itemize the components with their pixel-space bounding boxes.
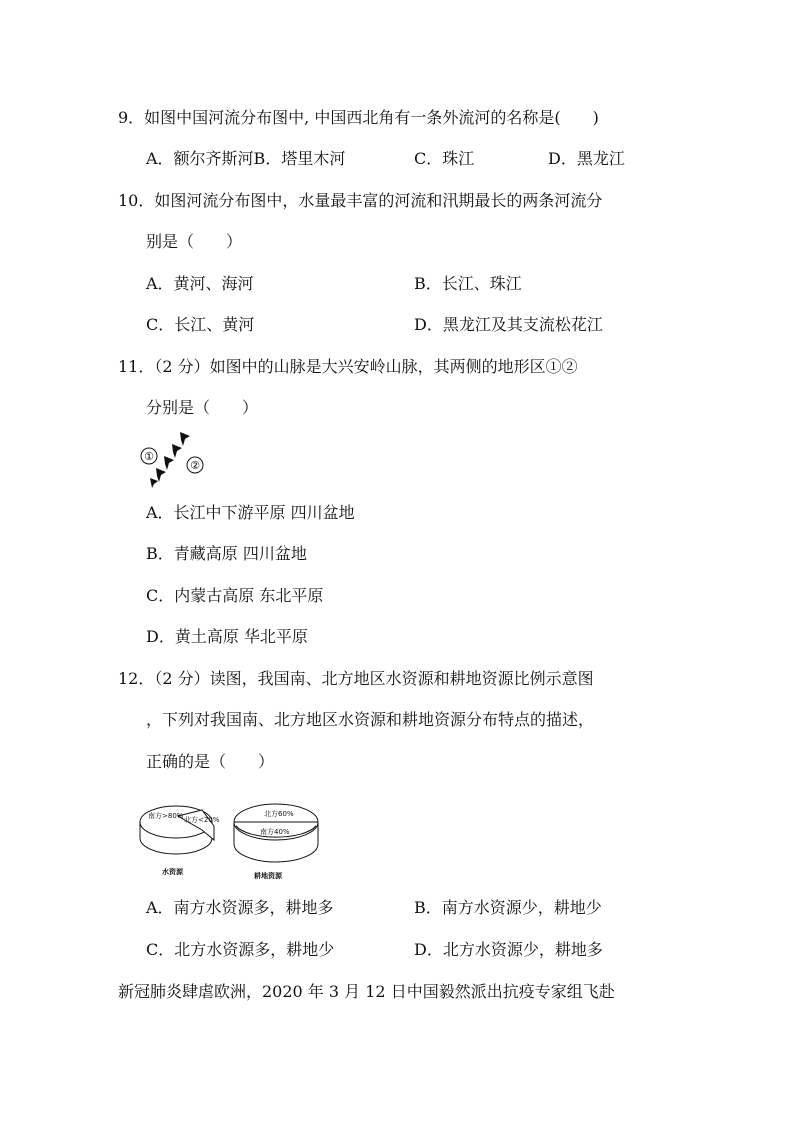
q10-option-d: D．黑龙江及其支流松花江 [414, 315, 603, 334]
q10-stem-line2: 别是（ ） [146, 232, 243, 251]
water-south-label: 南方>80% [148, 812, 184, 820]
q12-stem-line3: 正确的是（ ） [146, 752, 275, 771]
q12-option-b: B．南方水资源少，耕地少 [414, 898, 602, 917]
q9-stem: 9．如图中国河流分布图中, 中国西北角有一条外流河的名称是( ) [118, 108, 599, 127]
q11-option-c: C．内蒙古高原 东北平原 [146, 586, 324, 605]
q12-option-d: D．北方水资源少，耕地多 [414, 940, 603, 959]
water-north-label: 北方<20% [184, 816, 220, 824]
mountain-range-figure [138, 430, 210, 488]
trailing-paragraph: 新冠肺炎肆虐欧洲，2020 年 3 月 12 日中国毅然派出抗疫专家组飞赴 [118, 982, 615, 1001]
q12-option-a: A．南方水资源多，耕地多 [146, 898, 334, 917]
farmland-caption: 耕地资源 [254, 872, 282, 880]
q11-option-d: D．黄土高原 华北平原 [146, 627, 308, 646]
q11-stem-line1: 11．（2 分）如图中的山脉是大兴安岭山脉，其两侧的地形区①② [118, 357, 578, 376]
q9-option-a-b: A．额尔齐斯河B．塔里木河 [146, 149, 346, 168]
resource-pie-figure [136, 792, 336, 884]
q10-option-b: B．长江、珠江 [414, 274, 522, 293]
water-caption: 水资源 [162, 868, 183, 876]
q10-option-a: A．黄河、海河 [146, 274, 254, 293]
q10-stem-line1: 10．如图河流分布图中，水量最丰富的河流和汛期最长的两条河流分 [118, 191, 603, 210]
farmland-north-label: 北方60% [264, 810, 294, 818]
region-1-label: ① [144, 450, 154, 463]
q12-option-c: C．北方水资源多，耕地少 [146, 940, 335, 959]
q11-option-a: A．长江中下游平原 四川盆地 [146, 503, 355, 522]
q12-stem-line1: 12．（2 分）读图，我国南、北方地区水资源和耕地资源比例示意图 [118, 669, 594, 688]
q11-option-b: B．青藏高原 四川盆地 [146, 544, 307, 563]
q9-option-d: D．黑龙江 [548, 149, 625, 168]
region-2-label: ② [190, 459, 200, 472]
q12-stem-line2: ，下列对我国南、北方地区水资源和耕地资源分布特点的描述， [146, 710, 595, 729]
farmland-south-label: 南方40% [260, 828, 290, 836]
q9-option-c: C．珠江 [414, 149, 475, 168]
q11-stem-line2: 分别是（ ） [146, 398, 259, 417]
q10-option-c: C．长江、黄河 [146, 315, 255, 334]
